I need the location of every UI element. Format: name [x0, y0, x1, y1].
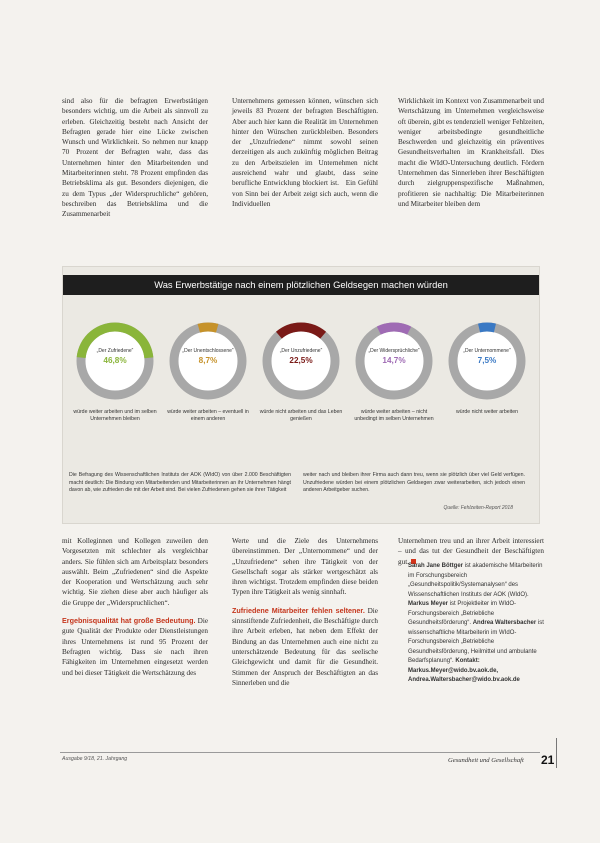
donut-chart: [73, 319, 157, 403]
paragraph: Unternehmen treu und an ihrer Arbeit interessiert – und das tut der Gesundheit der Beschäftigten gut.: [398, 537, 544, 566]
paragraph: Wirklichkeit im Kontext von Zusammenarbeit und Wertschätzung im Unternehmen vergleichsweise oft überein, gibt es tendenziell weniger Fehlzeiten, weniger arbeitsbedingte gesundheitliche Beschwerden und gleichzeitig ein präventives Gesundheitsverhalten im Krankheitsfall. Dies macht die WIdO-Untersuchung deutlich. Fördern Unternehmen das Sinnerleben ihrer Beschäftigten durch zielgruppenspezifische Maßnahmen, profitieren sie nachhaltig: Die Mitarbeiterinnen und Mitarbeiter bleiben dem: [398, 97, 544, 208]
subheading: Zufriedene Mitarbeiter fehlen seltener.: [232, 605, 365, 615]
donut-center-label: [361, 348, 427, 365]
contact-email[interactable]: Andrea.Waltersbacher@wido.bv.aok.de: [408, 677, 520, 683]
donut-chart: [445, 319, 529, 403]
type-label: „Der Unzufriedene“: [279, 348, 323, 354]
article-bottom-column-1: [62, 536, 208, 678]
percent-value: 8,7%: [198, 356, 218, 365]
donut-center-label: [82, 348, 148, 365]
author-name: Andrea Waltersbacher: [472, 620, 537, 626]
issue-info: Ausgabe 9/18, 21. Jahrgang: [62, 756, 128, 762]
donut-caption: würde nicht weiter arbeiten: [456, 409, 518, 415]
paragraph: sind also für die befragten Erwerbstätigen besonders wichtig, um die Arbeit als sinnvoll zu erleben. Gleichzeitig besteht nach Ansicht der Befragten gerade hier eine Lücke zwischen Wunsch und Wirklichkeit. So nehmen nur knapp 70 Prozent der Befragten wahr, dass das Unternehmen hinter den Mitarbeitenden und Mitarbeiterinnen steht. 78 Prozent empfinden das Betriebsklima als gut. Besonders diejenigen, die zu dem Typus „der Widerspruchliche“ gehören, beschreiben das Betriebsklima und die Zusammenarbeit: [62, 97, 208, 219]
type-label: „Der Unentschlossene“: [182, 348, 234, 354]
donut-chart: [259, 319, 343, 403]
type-label: „Der Unternommene“: [463, 348, 511, 354]
author-bio: ist akademische Mitarbeiterin im Forschungsbereich „Gesundheitspolitik/Systemanalysen“ des Wissenschaftlichen Instituts der AOK (WIdO).: [408, 563, 543, 598]
donut-chart: [166, 319, 250, 403]
donut-center-label: [175, 348, 241, 365]
paragraph: Werte und die Ziele des Unternehmens übereinstimmen. Der „Unternommene“ und der „Unzufriedene“ sehen ihre Tätigkeit von der Gesellschaft sogar als stärker wertgeschätzt als ihren wichtigst. Trotzdem empfinden diese beiden Typen ihre Tätigkeit als wenig sinnhaft.: [232, 537, 378, 597]
paragraph: Unternehmens gemessen können, wünschen sich jeweils 83 Prozent der befragten Beschäftigten. Aber auch hier kann die Realität im Unternehmen hinter den Wünschen zurückbleiben. Besonders der „Unzufriedene“ nimmt sowohl seinen derzeitigen als auch zukünftig möglichen Beitrag zu den Arbeitszielen im Unternehmen nicht ausreichend wahr und glaubt, dass seine berufliche Entwicklung blockiert ist. Ein Gefühl von Sinn bei der Arbeit zeigt sich auch, wenn die Individuellen: [232, 97, 378, 208]
percent-value: 46,8%: [103, 356, 127, 365]
donut-caption: würde weiter arbeiten und im selben Unternehmen bleiben: [73, 409, 157, 422]
infographic-footnote-left: Die Befragung des Wissenschaftlichen Instituts der AOK (WIdO) von über 2.000 Beschäftigten macht deutlich: Die Bindung von Mitarbeitenden und Mitarbeiterinnen an ihr Unternehmen hängt davon ab, wie zufrieden die mit der Arbeit sind. Bei vielen Zufriedenen gehen sie ihrer Tätigkeit: [69, 472, 291, 494]
author-name: Markus Meyer: [408, 601, 449, 607]
article-top-column-2: [232, 96, 378, 209]
contact-email[interactable]: Markus.Meyer@wido.bv.aok.de,: [408, 667, 499, 674]
page-number: 21: [541, 753, 555, 767]
article-top-column-1: [62, 96, 208, 220]
magazine-name: Gesundheit und Gesellschaft: [448, 757, 524, 764]
donut-caption: würde weiter arbeiten – nicht unbedingt im selben Unternehmen: [354, 409, 434, 422]
donut-center-label: [454, 348, 520, 365]
author-bio: ist wissenschaftliche Mitarbeiterin im WIdO-Forschungsbereich „Betriebliche Gesundheitsförderung, Heilmittel und ambulante Bedarfsplanung“.: [408, 620, 544, 664]
type-label: „Der Widersprüchliche“: [368, 348, 420, 354]
donut-caption: würde weiter arbeiten – eventuell in einem anderen: [167, 409, 249, 422]
article-top-column-3: [398, 96, 544, 209]
infographic: [62, 266, 540, 524]
paragraph: Die sinnstiftende Zufriedenheit, die Beschäftigte durch ihre Arbeit erleben, hat neben dem Effekt der Bindung an das Unternehmen auch eine nicht zu unterschätzende Bedeutung für das seelische Gleichgewicht und damit für die Gesundheit. Stimmen der Anspruch der Beschäftigten an das Sinnerleben und die: [232, 606, 378, 687]
donut-center-label: [268, 348, 334, 365]
paragraph: mit Kolleginnen und Kollegen zuweilen den Vorgesetzten mit schlechter als vergleichbar anders. Sie fühlen sich am Arbeitsplatz besonders auswählt. Beim „Zufriedenen“ sind die Aspekte der Kooperation und Wertschätzung auch sehr wichtig. Sie ziehen diese aber auch häufiger als die Gruppe der „Widerspruchlichen“.: [62, 537, 208, 607]
contact-label: Kontakt:: [455, 658, 480, 664]
percent-value: 7,5%: [477, 356, 497, 365]
percent-value: 22,5%: [289, 356, 313, 365]
infographic-title: Was Erwerbstätige nach einem plötzlichen Geldsegen machen würden: [63, 275, 539, 295]
donut-chart: [352, 319, 436, 403]
infographic-source: Quelle: Fehlzeiten-Report 2018: [443, 505, 513, 511]
author-name: Sarah Jane Böttger: [408, 563, 464, 569]
footer-rule: [60, 752, 540, 753]
donut-caption: würde nicht arbeiten und das Leben genießen: [259, 409, 343, 422]
page-divider: [556, 738, 557, 768]
paragraph: Die gute Qualität der Produkte oder Dienstleistungen ihres Unternehmens ist rund 95 Prozent der Befragten wichtig. Dass sie nach ihren Fähigkeiten im Unternehmen eingesetzt werden und bei dieser Tätigkeit die Wertschätzung des: [62, 617, 209, 677]
percent-value: 14,7%: [382, 356, 406, 365]
type-label: „Der Zufriedene“: [96, 348, 134, 354]
subheading: Ergebnisqualität hat große Bedeutung.: [62, 616, 196, 626]
author-bio: ist Projektleiter im WIdO-Forschungsbereich „Betriebliche Gesundheitsförderung“.: [408, 601, 517, 626]
author-box: [408, 562, 544, 686]
infographic-footnote-right: weiter nach und bleiben ihrer Firma auch dann treu, wenn sie plötzlich über viel Geld verfügen. Unzufriedene würden bei einem plötzlichen Geldsegen zwar weiterarbeiten, sich jedoch einen anderen Arbeitgeber suchen.: [303, 472, 525, 494]
article-bottom-column-2: [232, 536, 378, 688]
